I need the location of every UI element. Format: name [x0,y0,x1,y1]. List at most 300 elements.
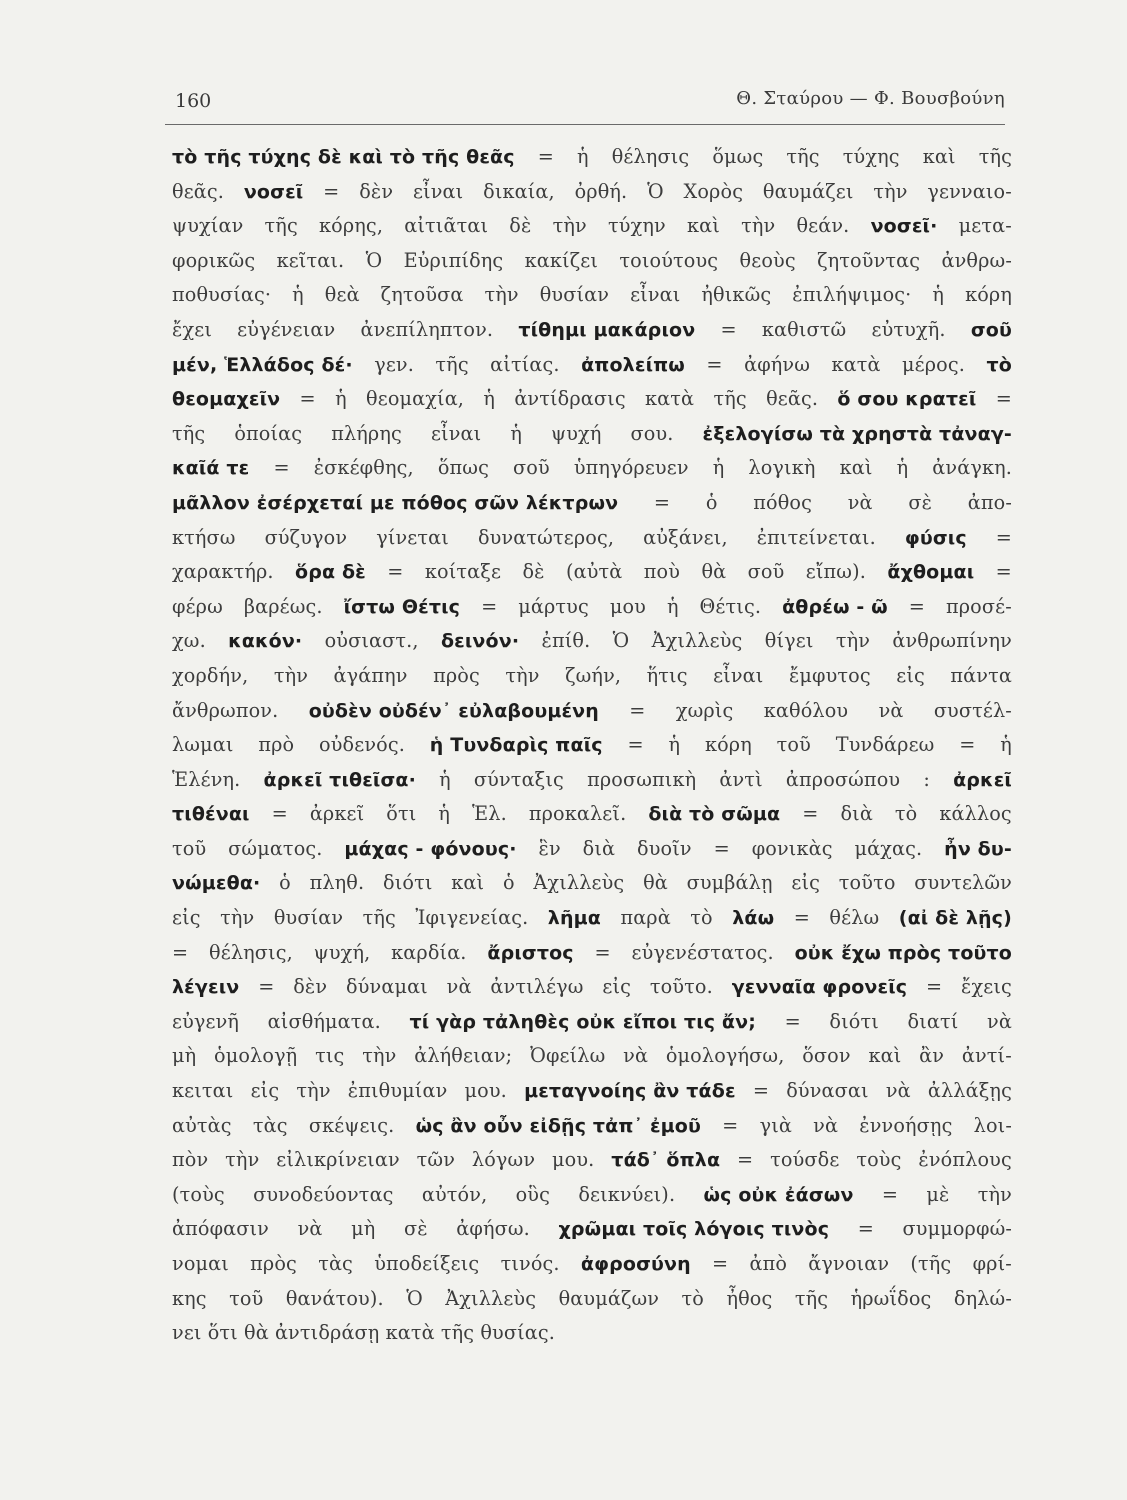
gloss-text: = [995,560,1012,584]
gloss-text: Ὁ [612,629,630,653]
gloss-text: κατὰ [645,387,695,411]
gloss-text: ἠθικῶς [701,283,772,307]
gloss-text: χαρακτήρ. [172,560,274,584]
lemma-term: φύσις [904,526,967,549]
gloss-text: πληθ. [309,871,365,895]
gloss-text: : [923,767,930,791]
text-line [172,901,1012,936]
gloss-text: τὴν [273,663,309,687]
lemma-term: νώμεθα· [172,872,261,895]
gloss-text: = [481,594,498,618]
gloss-text: = [908,594,926,618]
gloss-text: καὶ [839,456,873,480]
gloss-text: ἡ [335,387,347,411]
gloss-text: = [752,1079,770,1103]
gloss-text: νει [172,1321,202,1345]
text-line [172,728,1012,763]
gloss-text: νὰ [987,1009,1012,1033]
text-line [172,313,1012,348]
gloss-text: νὰ [446,975,472,999]
gloss-text: ἡ [483,387,496,411]
gloss-text: δηλώ- [953,1286,1012,1310]
gloss-text: δύνασαι [786,1079,869,1103]
gloss-text: ἀφήνω [744,352,811,376]
gloss-text: Ὀφείλω [530,1044,606,1068]
lemma-term: κακόν· [228,630,303,653]
gloss-text: καθόλου [763,698,849,722]
gloss-text: συντελῶν [914,871,1012,895]
gloss-text: λοι- [973,1113,1012,1137]
gloss-text: τῆς [794,1286,829,1310]
gloss-text: = [387,560,404,584]
gloss-text: τῆς [172,421,206,445]
gloss-text: οὐδενός. [319,733,405,757]
text-line [172,797,1012,832]
gloss-text: θεάν. [796,214,850,238]
gloss-text: γιὰ [759,1113,792,1137]
gloss-text: Ὁ [365,248,383,272]
gloss-text: κεῖται. [276,248,345,272]
gloss-text: διατί [907,1009,959,1033]
lemma-term: δεινόν· [440,630,520,653]
gloss-text: τῆς [786,145,820,168]
lemma-term: διὰ τὸ σῶμα [648,803,781,826]
gloss-text: μου. [464,1079,507,1103]
lemma-term: ἄχθομαι [887,561,975,584]
gloss-text: σὲ [403,1217,428,1241]
lemma-term: ὡς ἂν οὖν εἰδῇς τἀπ᾽ ἐμοῦ [415,1114,701,1137]
gloss-text: ὅσον [802,1044,851,1068]
gloss-text: τινός. [500,1252,560,1275]
text-line [172,1074,1012,1109]
gloss-text: = [712,1252,729,1275]
gloss-text: ζητοῦσα [380,283,464,307]
gloss-text: σοῦ [513,456,550,480]
gloss-text: πλήρης [331,421,402,445]
gloss-text: πρὸ [258,733,295,757]
gloss-text: κειται [172,1079,234,1103]
gloss-text: ἀντί- [961,1044,1012,1068]
gloss-text: βαρέως. [243,594,323,618]
gloss-text: εὐγένειαν [237,317,336,341]
gloss-text: ἀπόφασιν [172,1217,269,1241]
gloss-text: ἓν [538,836,561,860]
text-line [172,1282,1012,1317]
gloss-text: πρὸς [433,663,480,687]
gloss-text: Ἑλένη. [172,767,241,791]
lemma-term: ὡς οὐκ ἐάσων [703,1183,854,1206]
lemma-term: θεομαχεῖν [172,388,281,411]
gloss-text: τὴν [505,663,540,687]
gloss-text: οὓς [515,1182,551,1206]
lemma-term: (αἰ δὲ λῇς) [898,907,1012,930]
gloss-text: τοῦ [229,1286,264,1310]
gloss-text: = [784,1009,801,1033]
gloss-text: κατὰ [831,352,881,376]
gloss-text: σύνταξις [473,767,564,791]
gloss-text: θέλησις [611,145,690,168]
lemma-term: ὅ σου κρατεῖ [837,388,977,411]
text-line [172,1178,1012,1213]
lemma-term: ἀθρέω - ῶ [782,595,888,618]
gloss-text: μὲ [926,1182,950,1206]
gloss-text: Θέτις. [699,594,762,618]
gloss-text: κάλλος [939,802,1012,826]
gloss-text: ἡ [896,456,909,480]
gloss-text: = [172,940,189,964]
gloss-text: ἡ [932,283,945,307]
commentary-text [172,140,1012,1351]
gloss-text: τούσδε [770,1148,840,1172]
gloss-text: ὀρθή. [574,179,628,203]
gloss-text: ὅτι [386,802,417,826]
gloss-text: δυοῖν [637,836,692,860]
gloss-text: εὐγενέστατος. [631,940,774,964]
gloss-text: πόθος [753,490,813,514]
gloss-text: κοίταξε [424,560,502,584]
gloss-text: εἶναι [430,421,482,445]
text-line [172,417,1012,452]
gloss-text: θεὰ [324,283,360,307]
lemma-term: μᾶλλον ἐσέρχεταί με πόθος σῶν λέκτρων [172,491,619,514]
text-line [172,659,1012,694]
gloss-text: δὲν [293,975,328,999]
gloss-text: (τοὺς [172,1182,225,1206]
gloss-text: τις [315,1044,345,1068]
gloss-text: = [881,1182,899,1206]
gloss-text: = [653,490,671,514]
text-line [172,348,1012,383]
lemma-term: ἀρκεῖ τιθεῖσα· [263,768,417,791]
text-line [172,1212,1012,1247]
gloss-text: σὲ [908,490,933,514]
gloss-text: ἡ [510,421,522,445]
lemma-term: λῆμα [547,907,601,930]
gloss-text: εὐτυχῆ. [871,317,946,341]
text-line [172,694,1012,729]
gloss-text: = [271,802,288,826]
gloss-text: τύχης [842,145,900,168]
gloss-text: θυσίας. [480,1321,556,1345]
gloss-text: τὸ [690,906,713,930]
lemma-term: ἡ Τυνδαρὶς παῖς [429,734,603,757]
gloss-text: διότι [383,871,433,895]
gloss-text: νὰ [623,1044,649,1068]
gloss-text: ψυχή [551,421,602,445]
gloss-text: εἰς [172,906,201,930]
lemma-term: νοσεῖ [243,180,304,203]
lemma-term: τάδ᾽ ὅπλα [611,1149,721,1172]
gloss-text: ἐσκέφθης, [313,456,414,480]
gloss-text: εἰς [791,871,821,895]
gloss-text: ἡ [439,767,451,791]
text-line [172,486,1012,521]
gloss-text: = [273,456,290,480]
gloss-text: θίγει [764,629,814,653]
gloss-text: μου [609,594,646,618]
gloss-text: ἔχεις [961,975,1012,999]
gloss-text: ἡ [438,802,451,826]
text-line [172,1247,1012,1282]
gloss-text: τὴν [552,214,587,238]
text-line [172,590,1012,625]
gloss-text: τοῦτο [838,871,896,895]
gloss-text: τῆς [435,352,469,376]
lemma-term: οὐκ ἔχω πρὸς τοῦτο [794,941,1012,964]
gloss-text: τῆς [362,906,396,930]
lemma-term: λάω [732,907,775,930]
text-line [172,866,1012,901]
gloss-text: Ἑλ. [472,802,507,826]
gloss-text: θαυμάζει [762,179,854,203]
text-line [172,624,1012,659]
lemma-term: νοσεῖ· [870,215,938,238]
gloss-text: τὴν [484,283,519,307]
gloss-text: οὐσιαστ., [324,629,419,653]
gloss-text: εἰλικρίνειαν [276,1148,400,1172]
gloss-text: τῆς [713,387,747,411]
gloss-text: = [995,525,1012,549]
gloss-text: σύζυγον [264,525,348,549]
gloss-text: = [299,387,316,411]
gloss-text: μὴ [172,1044,197,1068]
gloss-text: προσέ- [945,594,1012,618]
gloss-text: ἀπο- [967,490,1012,514]
lemma-term: τί γὰρ τἀληθὲς οὐκ εἴποι τις ἄν; [409,1010,756,1033]
gloss-text: ἀλλάξῃς [927,1079,1012,1103]
lemma-term: ἐξελογίσω τὰ χρηστὰ τἀναγ- [702,422,1012,445]
gloss-text: νὰ [885,1079,911,1103]
gloss-text: ἀνθρω- [941,248,1012,272]
gloss-text: (αὐτὰ [565,560,623,584]
gloss-text: ἀντίδρασις [514,387,626,411]
gloss-text: εὐγενῆ [172,1009,240,1033]
gloss-text: γίνεται [376,525,449,549]
text-line [172,1039,1012,1074]
gloss-text: δὲν [359,179,394,203]
gloss-text: τὴν [296,1079,331,1103]
gloss-text: μάχας. [854,836,923,860]
page-number: 160 [175,90,212,112]
gloss-text: εἴπω). [805,560,866,584]
gloss-text: ἀντιλέγω [490,975,584,999]
gloss-text: ἀνθρωπίνην [892,629,1012,653]
gloss-text: ἀντιδράσῃ [274,1321,380,1345]
gloss-text: ἡ [668,733,681,757]
gloss-text: μέρος. [902,352,966,376]
gloss-text: τῶν [416,1148,456,1172]
gloss-text: ἀπροσώπου [785,767,901,791]
gloss-text: νὰ [813,1113,839,1137]
gloss-text: θέλησις, [209,940,293,964]
gloss-text: αἰτιᾶται [404,214,489,238]
gloss-text: τῆς [440,1321,475,1345]
gloss-text: κης [172,1286,207,1310]
gloss-text: εἰς [602,975,632,999]
lemma-term: χρῶμαι τοῖς λόγοις τινὸς [558,1218,830,1241]
text-line [172,1005,1012,1040]
text-line [172,1143,1012,1178]
gloss-text: = [959,733,976,757]
text-line [172,936,1012,971]
gloss-text: τὰς [252,1113,288,1137]
gloss-text: συνοδεύοντας [253,1182,394,1206]
header-rule [165,124,1005,125]
gloss-text: ἐπίθ. [541,629,591,653]
gloss-text: ὁποίας [234,421,303,445]
gloss-text: θὰ [643,871,668,895]
text-line [172,451,1012,486]
gloss-text: ἀρκεῖ [309,802,365,826]
gloss-text: = [857,1217,874,1241]
gloss-text: = [627,733,644,757]
gloss-text: ἡ [292,283,304,307]
gloss-text: διὰ [840,802,873,826]
gloss-text: ψυχή, [313,940,371,964]
gloss-text: θὰ [701,560,727,584]
gloss-text: τῆς [978,145,1012,168]
page-header [165,84,1005,124]
gloss-text: χωρὶς [675,698,734,722]
gloss-text: φρί- [972,1252,1012,1275]
gloss-text: καθιστῶ [761,317,847,341]
gloss-text: θανάτου). [285,1286,384,1310]
gloss-text: ἐνόπλους [918,1148,1012,1172]
gloss-text: Ἀχιλλεὺς [445,1286,537,1310]
gloss-text: ἔχει [172,317,212,341]
gloss-text: λωμαι [172,733,234,757]
gloss-text: εἰς [896,663,925,687]
gloss-text: εἰς [250,1079,280,1103]
lemma-term: τίθημι μακάριον [518,318,696,341]
gloss-text: ἀφήσω. [456,1217,530,1241]
gloss-text: διὰ [582,836,616,860]
gloss-text: νὰ [847,490,873,514]
gloss-text: τὴν [362,1044,397,1068]
gloss-text: ἀντὶ [719,767,763,791]
gloss-text: θυσίαν [539,283,610,307]
lemma-term: τὸ [986,353,1012,376]
gloss-text: εἶναι [412,179,464,203]
gloss-text: σου. [630,421,674,445]
gloss-text: ψυχίαν [172,214,244,238]
gloss-text: ὑπηγόρευεν [573,456,689,480]
gloss-text: Ἀχιλλεὺς [533,871,625,895]
text-line [172,209,1012,244]
gloss-text: καὶ [922,145,956,168]
gloss-text: προσωπικὴ [587,767,697,791]
running-head: Θ. Σταύρου — Φ. Βουσβούνη [736,88,1005,109]
gloss-text: δεικνύει). [578,1182,676,1206]
gloss-text: αὐξάνει, [643,525,728,549]
gloss-text: ἀπὸ [749,1252,788,1275]
gloss-text: = [793,906,810,930]
gloss-text: Ὁ [647,179,664,203]
gloss-text: δύναμαι [346,975,428,999]
gloss-text: ἡ [712,456,725,480]
gloss-text: ποθυσίας· [172,283,272,307]
gloss-text: θὰ [244,1321,269,1345]
gloss-text: γενναιο- [927,179,1012,203]
gloss-text: ἐπιλήψιμος· [792,283,912,307]
gloss-text: σκέψεις. [308,1113,395,1137]
gloss-text: χω. [172,629,206,653]
gloss-text: νὰ [878,698,904,722]
gloss-text: Ἰφιγενείας. [415,906,529,930]
gloss-text: τοὺς [856,1148,902,1172]
gloss-text: ἀγάπην [333,663,408,687]
gloss-text: δυνατώτερος, [477,525,615,549]
gloss-text: Εὐριπίδης [403,248,504,272]
gloss-text: ἡ [666,594,679,618]
text-line [172,1316,1012,1351]
gloss-text: Ὁ [406,1286,423,1310]
gloss-text: τύχην [607,214,666,238]
gloss-text: πάντα [950,663,1012,687]
gloss-text: τὴν [225,1148,260,1172]
gloss-text: δικαία, [483,179,555,203]
lemma-term: οὐδὲν οὐδέν᾽ εὐλαβουμένη [308,699,599,722]
gloss-text: νὰ [297,1217,323,1241]
gloss-text: θυσίαν [273,906,344,930]
gloss-text: = [737,1148,754,1172]
gloss-text: σοῦ [747,560,785,584]
lemma-term: τιθέναι [172,803,250,826]
gloss-text: τοῦ [776,733,811,757]
gloss-text: τὴν [220,906,255,930]
gloss-text: νομαι [172,1252,229,1275]
gloss-text: καὶ [868,1044,902,1068]
gloss-text: αὐτὰς [172,1113,232,1137]
text-line [172,832,1012,867]
text-line [172,244,1012,279]
gloss-text: δὲ [522,560,545,584]
gloss-text: εἶναι [713,663,764,687]
gloss-text: ὅπως [437,456,489,480]
gloss-text: τὴν [873,179,908,203]
lemma-term: καῖά τε [172,457,250,480]
gloss-text: ἡ [577,145,589,168]
lemma-term: ἀπολείπω [581,353,685,376]
gloss-text: τὴν [977,1182,1012,1206]
gloss-text: μετα- [958,214,1012,238]
gloss-text: εἶναι [630,283,681,307]
gloss-text: ὅτι [207,1321,238,1345]
gloss-text: κόρης, [319,214,384,238]
gloss-text: αὐτόν, [421,1182,488,1206]
lemma-term: λέγειν [172,976,240,999]
gloss-text: καὶ [686,214,720,238]
gloss-text: ἐπιθυμίαν [347,1079,448,1103]
text-line [172,555,1012,590]
gloss-text: = [706,352,723,376]
gloss-text: τὴν [835,629,871,653]
gloss-text: δὲ [509,214,532,238]
gloss-text: κατὰ [385,1321,435,1345]
gloss-text: θαυμάζων [558,1286,660,1310]
lemma-term: ἀφροσύνη [580,1253,691,1275]
gloss-text: τὰς [318,1252,353,1275]
lemma-term: ἄριστος [487,941,574,964]
lemma-term: ἴστω Θέτις [343,595,461,618]
gloss-text: = [802,802,819,826]
gloss-text: ἔμφυτος [788,663,871,687]
gloss-text: τῆς [264,214,298,238]
gloss-text: = [323,179,340,203]
gloss-text: ὁμολογήσω, [665,1044,785,1068]
gloss-text: ποὺ [643,560,681,584]
gloss-text: αἰσθήματα. [267,1009,381,1033]
